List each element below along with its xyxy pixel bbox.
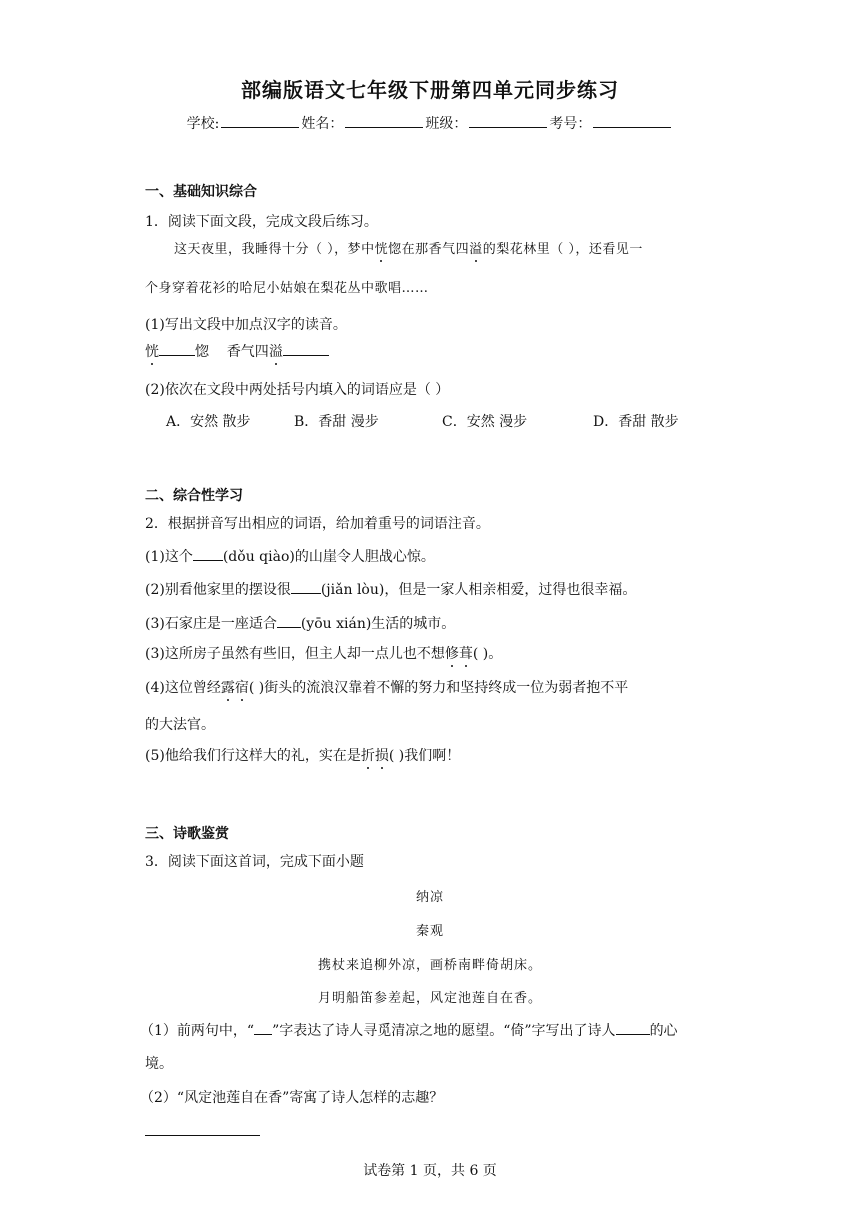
answer-blank[interactable] [277, 614, 301, 628]
poem-author: 秦观 [415, 924, 444, 939]
section2-heading: 二、综合性学习 [145, 488, 243, 504]
poem-line-2: 月明船笛参差起，风定池莲自在香。 [317, 991, 542, 1006]
page-title: 部编版语文七年级下册第四单元同步练习 [241, 78, 619, 102]
answer-blank[interactable] [616, 1021, 650, 1035]
passage-line-2: 个身穿着花衫的哈尼小姑娘在梨花丛中歌唱…… [145, 281, 429, 296]
class-blank[interactable] [469, 114, 547, 128]
pinyin-answer-line: 恍 惚 香气四溢 [145, 341, 329, 361]
name-blank[interactable] [345, 114, 423, 128]
poem-title: 纳凉 [415, 890, 444, 905]
footnote-divider [145, 1135, 260, 1136]
option-c[interactable]: C．安然 漫步 [442, 414, 528, 430]
option-b[interactable]: B．香甜 漫步 [294, 414, 379, 430]
question3-prompt: 3．阅读下面这首词，完成下面小题 [145, 854, 364, 870]
number-label: 考号： [549, 116, 592, 132]
option-a[interactable]: A．安然 散步 [166, 414, 251, 430]
class-label: 班级： [425, 116, 468, 132]
school-label: 学校: [186, 116, 220, 132]
section1-heading: 一、基础知识综合 [145, 184, 257, 200]
answer-blank[interactable] [193, 547, 223, 561]
q2-item-5-cont: 的大法官。 [145, 717, 215, 733]
q3-sub-1: （1）前两句中，“ ”字表达了诗人寻觅清凉之地的愿望。“倚”字写出了诗人 的心 [140, 1023, 678, 1039]
number-blank[interactable] [593, 114, 671, 128]
option-d[interactable]: D．香甜 散步 [593, 414, 679, 430]
page-footer: 试卷第 1 页，共 6 页 [363, 1163, 497, 1179]
sub-question-2: (2)依次在文段中两处括号内填入的词语应是（ ） [145, 382, 450, 398]
q2-item-6: (5)他给我们行这样大的礼，实在是折损( )我们啊！ [145, 748, 461, 764]
q2-item-3: (3)石家庄是一座适合 (yōu xián)生活的城市。 [145, 616, 456, 632]
name-label: 姓名： [301, 116, 344, 132]
section3-heading: 三、诗歌鉴赏 [145, 826, 229, 842]
dotted-char: 恍 [374, 242, 389, 257]
q3-sub-2: （2）“风定池莲自在香”寄寓了诗人怎样的志趣？ [140, 1090, 444, 1106]
passage-line-1: 这天夜里，我睡得十分（ ），梦中恍惚在那香气四溢的梨花林里（ ），还看见一 [174, 242, 643, 257]
q2-item-4: (3)这所房子虽然有些旧，但主人却一点儿也不想修葺( )。 [145, 646, 503, 662]
question2-prompt: 2．根据拼音写出相应的词语，给加着重号的词语注音。 [145, 516, 490, 532]
q2-item-5: (4)这位曾经露宿( )街头的流浪汉靠着不懈的努力和坚持终成一位为弱者抱不平 [145, 680, 629, 696]
school-blank[interactable] [221, 114, 299, 128]
answer-blank[interactable] [291, 580, 321, 594]
q2-item-1: (1)这个 (dǒu qiào)的山崖令人胆战心惊。 [145, 549, 435, 565]
student-info-line [0, 113, 860, 133]
q2-item-2: (2)别看他家里的摆设很 (jiǎn lòu)，但是一家人相亲相爱，过得也很幸福。 [145, 582, 637, 598]
answer-blank[interactable] [283, 342, 329, 356]
question1-prompt: 1．阅读下面文段，完成文段后练习。 [145, 214, 378, 230]
dotted-char: 溢 [469, 242, 483, 257]
answer-blank[interactable] [254, 1021, 272, 1035]
answer-blank[interactable] [159, 342, 195, 356]
q3-sub-1-cont: 境。 [145, 1056, 173, 1072]
sub-question-1: (1)写出文段中加点汉字的读音。 [145, 317, 347, 333]
poem-line-1: 携杖来追柳外凉，画桥南畔倚胡床。 [317, 958, 542, 973]
